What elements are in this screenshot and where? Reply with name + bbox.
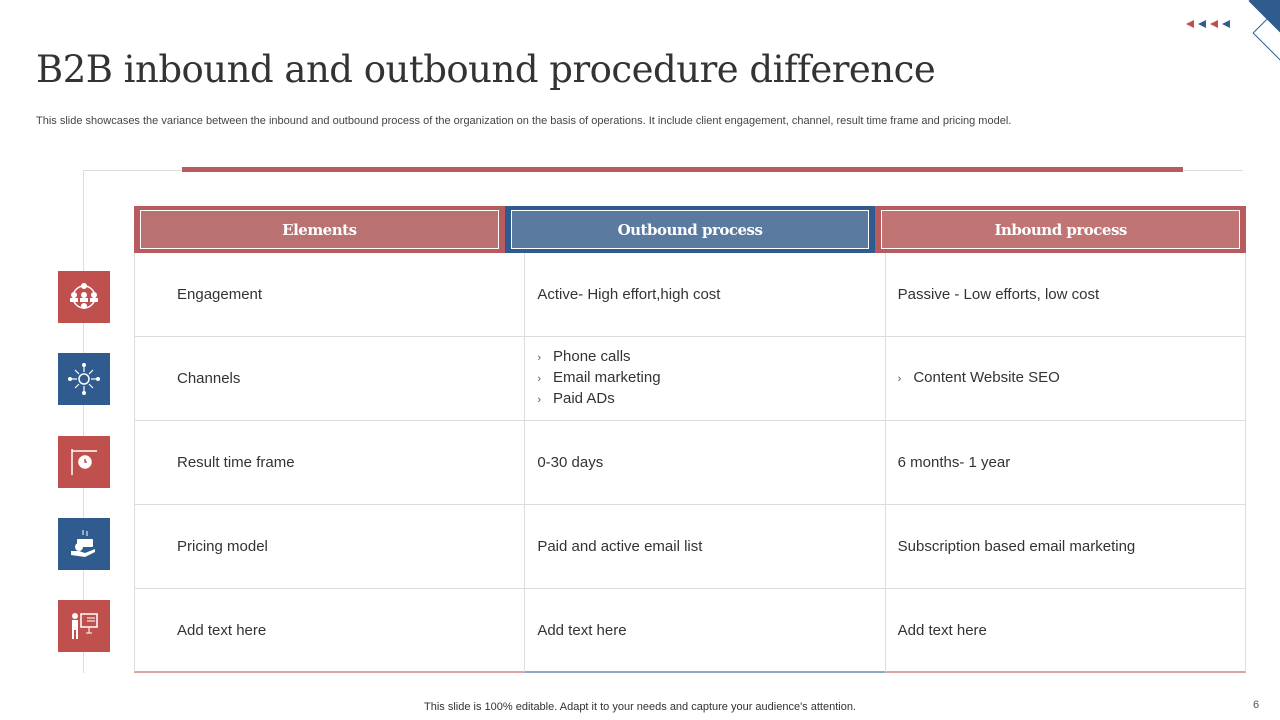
page-number: 6: [1253, 699, 1260, 711]
clock-sign-icon: [58, 436, 110, 488]
nav-arrows-decoration: [1186, 20, 1230, 28]
table-row: [134, 505, 1246, 589]
cell-outbound: 0-30 days: [524, 421, 884, 505]
people-network-icon: [58, 271, 110, 323]
comparison-table: [134, 206, 1246, 673]
cell-element: Engagement: [134, 253, 524, 337]
cell-outbound: Active- High effort,high cost: [524, 253, 884, 337]
list-item: › Content Website SEO: [898, 368, 1060, 389]
table-header: [134, 206, 1246, 253]
channels-hub-icon: [58, 353, 110, 405]
cell-inbound: Subscription based email marketing: [885, 505, 1246, 589]
cell-outbound: [524, 337, 884, 421]
cell-inbound: 6 months- 1 year: [885, 421, 1246, 505]
corner-decoration: [1248, 0, 1280, 34]
header-inbound: Inbound process: [875, 206, 1246, 253]
cell-element: Channels: [134, 337, 524, 421]
cell-inbound: Add text here: [885, 589, 1246, 673]
page-title: B2B inbound and outbound procedure difference: [36, 48, 936, 91]
header-outbound: Outbound process: [505, 206, 876, 253]
subtitle: This slide showcases the variance between the inbound and outbound process of the organization on the basis of operations. It include client engagement, channel, result time frame and pricing model.: [36, 115, 1012, 127]
divider-vertical: [83, 170, 84, 673]
list-item: › Paid ADs: [537, 389, 660, 410]
accent-bar: [182, 167, 1183, 172]
cell-element: Result time frame: [134, 421, 524, 505]
table-row: [134, 421, 1246, 505]
cell-inbound: [885, 337, 1246, 421]
footer-note: This slide is 100% editable. Adapt it to your needs and capture your audience's attention.: [424, 701, 856, 713]
header-elements: Elements: [134, 206, 505, 253]
table-row: [134, 589, 1246, 673]
table-row: [134, 253, 1246, 337]
cell-outbound: Paid and active email list: [524, 505, 884, 589]
cell-outbound: Add text here: [524, 589, 884, 673]
cell-element: Add text here: [134, 589, 524, 673]
presentation-icon: [58, 600, 110, 652]
table-row: [134, 337, 1246, 421]
cell-element: Pricing model: [134, 505, 524, 589]
money-hand-icon: [58, 518, 110, 570]
cell-inbound: Passive - Low efforts, low cost: [885, 253, 1246, 337]
list-item: › Email marketing: [537, 368, 660, 389]
list-item: › Phone calls: [537, 347, 660, 368]
